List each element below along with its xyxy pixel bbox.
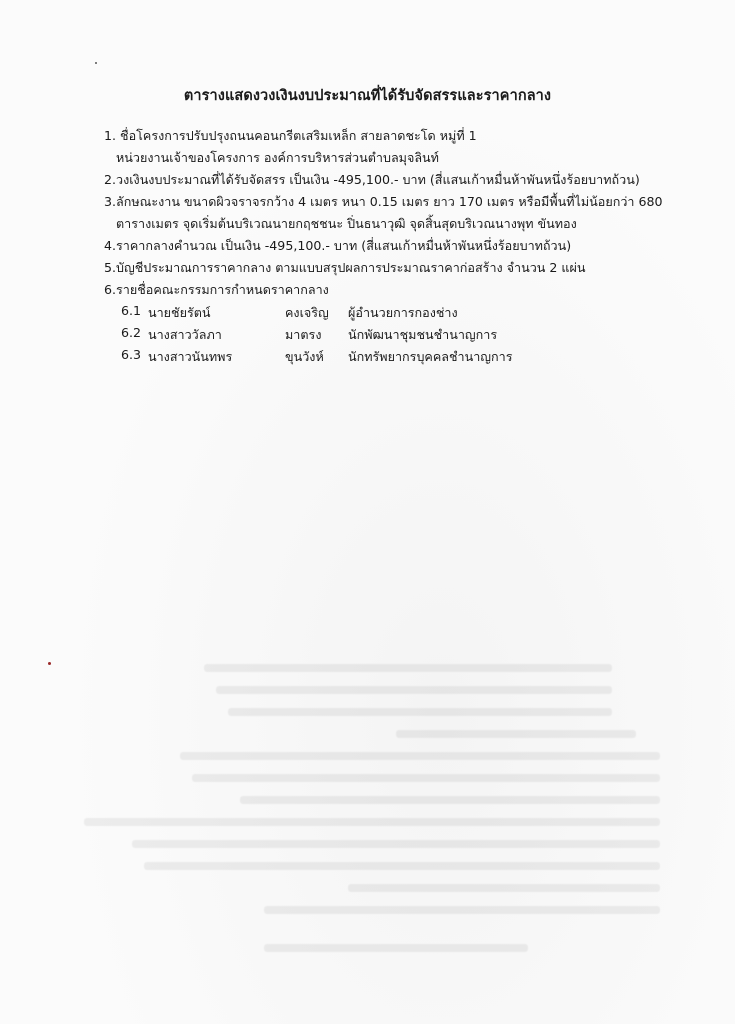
committee-surname: มาตรง (285, 327, 322, 342)
paper-speck (48, 662, 51, 665)
item-3-location: ตารางเมตร จุดเริ่มต้นบริเวณนายกฤชชนะ ปิ่นธนาวุฒิ จุดสิ้นสุดบริเวณนางพุท ขันทอง (116, 216, 577, 231)
document-title: ตารางแสดงวงเงินงบประมาณที่ได้รับจัดสรรและราคากลาง (183, 88, 552, 104)
committee-name: นางสาวนันทพร (148, 349, 233, 364)
item-5-estimate-sheet: 5.บัญชีประมาณการราคากลาง ตามแบบสรุปผลการประมาณราคาก่อสร้าง จำนวน 2 แผ่น (104, 260, 586, 275)
item-6-committee-heading: 6.รายชื่อคณะกรรมการกำหนดราคากลาง (104, 282, 329, 297)
committee-name: นางสาววัลภา (148, 327, 222, 342)
item-1-agency: หน่วยงานเจ้าของโครงการ องค์การบริหารส่วนตำบลมุจลินท์ (116, 150, 439, 165)
paper-speck (95, 62, 97, 64)
item-4-median-price: 4.ราคากลางคำนวณ เป็นเงิน -495,100.- บาท (สี่แสนเก้าหมื่นห้าพันหนึ่งร้อยบาทถ้วน) (104, 238, 572, 253)
committee-surname: คงเจริญ (285, 305, 329, 320)
committee-number: 6.2 (121, 325, 142, 340)
committee-position: ผู้อำนวยการกองช่าง (348, 305, 458, 320)
item-3-description: 3.ลักษณะงาน ขนาดผิวจราจรกว้าง 4 เมตร หนา 0.15 เมตร ยาว 170 เมตร หรือมีพื้นที่ไม่น้อยกว่า 680 (104, 194, 663, 209)
committee-row (0, 347, 735, 365)
item-2-budget: 2.วงเงินงบประมาณที่ได้รับจัดสรร เป็นเงิน -495,100.- บาท (สี่แสนเก้าหมื่นห้าพันหนึ่งร้อยบาทถ้วน) (104, 172, 640, 187)
committee-row (0, 303, 735, 321)
committee-number: 6.1 (121, 303, 142, 318)
committee-surname: ขุนวังห์ (285, 349, 324, 364)
committee-position: นักทรัพยากรบุคคลชำนาญการ (348, 349, 513, 364)
committee-number: 6.3 (121, 347, 142, 362)
committee-name: นายชัยรัตน์ (148, 305, 211, 320)
committee-row (0, 325, 735, 343)
item-1-project-name: 1. ชื่อโครงการปรับปรุงถนนคอนกรีตเสริมเหล็ก สายลาดชะโด หมู่ที่ 1 (104, 128, 477, 143)
bleed-through-text (60, 650, 660, 980)
committee-position: นักพัฒนาชุมชนชำนาญการ (348, 327, 498, 342)
